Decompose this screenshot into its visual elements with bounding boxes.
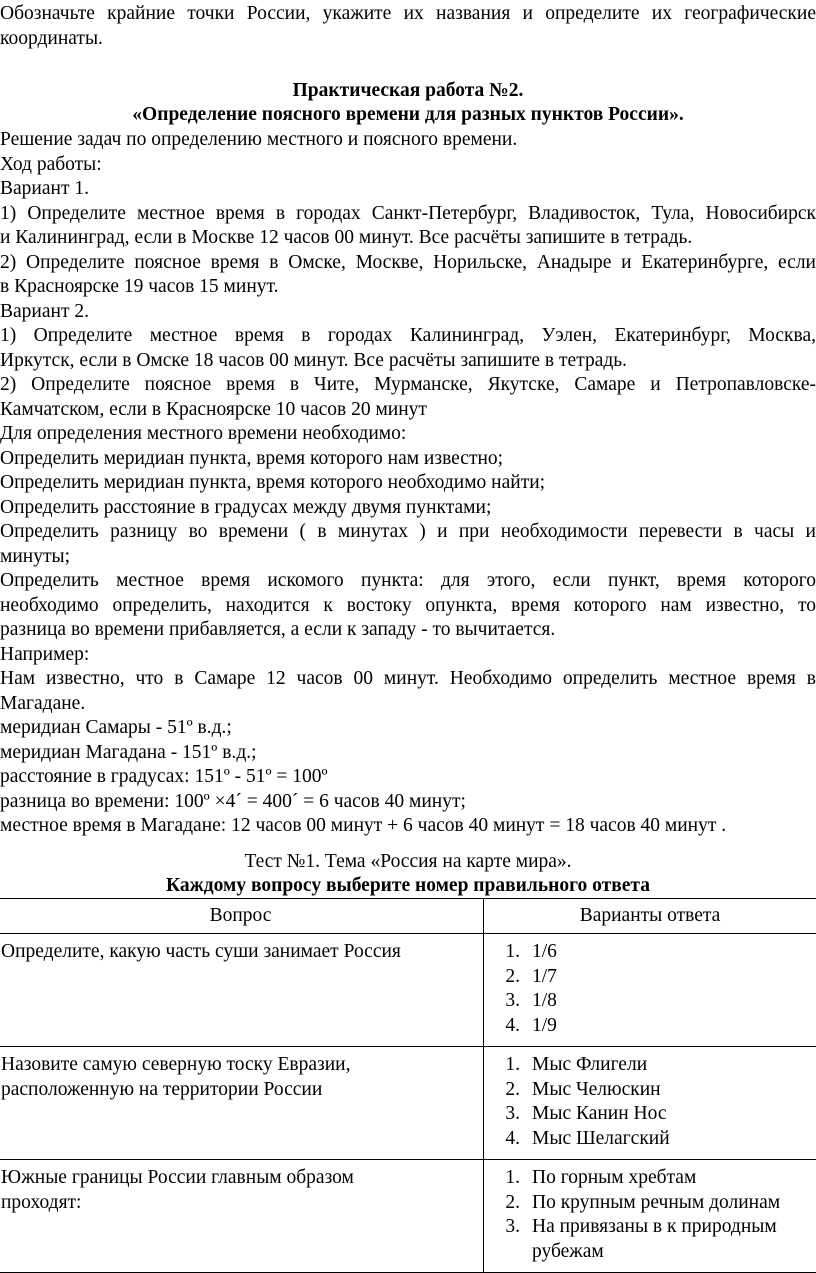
option-number: 3. — [484, 989, 532, 1014]
option-text: Мыс Шелагский — [532, 1127, 816, 1152]
body-line: разница во времени прибавляется, а если к западу - то вычитается. — [0, 618, 816, 643]
answer-option — [484, 1127, 816, 1152]
question-text: расположенную на территории России — [1, 1078, 483, 1103]
body-line: Например: — [0, 643, 816, 668]
option-number: 1. — [484, 1166, 532, 1191]
body-line: Решение задач по определению местного и поясного времени. — [0, 128, 816, 153]
body-line: и Калининград, если в Москве 12 часов 00 минут. Все расчёты запишите в тетрадь. — [0, 226, 816, 251]
option-text: Мыс Челюскин — [532, 1078, 816, 1103]
body-line: Магадане. — [0, 692, 816, 717]
intro-line-1: Обозначьте крайние точки России, укажите их названия и определите их географические — [0, 2, 816, 27]
column-header-answers: Варианты ответа — [484, 899, 816, 934]
answer-option — [484, 1014, 816, 1039]
option-number: 2. — [484, 965, 532, 990]
body-line: разница во времени: 100º ×4´ = 400´ = 6 часов 40 минут; — [0, 790, 816, 815]
body-line: Определить меридиан пункта, время которого необходимо найти; — [0, 471, 816, 496]
body-line: в Красноярске 19 часов 15 минут. — [0, 275, 816, 300]
practical-subtitle: «Определение поясного времени для разных пунктов России». — [0, 103, 816, 128]
option-number: 2. — [484, 1078, 532, 1103]
table-row — [0, 1047, 816, 1160]
body-line: Для определения местного времени необходимо: — [0, 422, 816, 447]
body-line: Определить расстояние в градусах между двумя пунктами; — [0, 496, 816, 521]
answers-cell — [484, 934, 816, 1047]
body-line: 1) Определите местное время в городах Калининград, Уэлен, Екатеринбург, Москва, — [0, 324, 816, 349]
option-text: 1/9 — [532, 1014, 816, 1039]
option-number: 2. — [484, 1191, 532, 1216]
option-text: 1/7 — [532, 965, 816, 990]
body-line: необходимо определить, находится к востоку опункта, время которого нам известно, то — [0, 594, 816, 619]
option-text: 1/6 — [532, 940, 816, 965]
body-line: местное время в Магадане: 12 часов 00 минут + 6 часов 40 минут = 18 часов 40 минут . — [0, 814, 816, 839]
question-cell — [0, 934, 484, 1047]
option-text: 1/8 — [532, 989, 816, 1014]
body-line: Определить меридиан пункта, время которого нам известно; — [0, 447, 816, 472]
body-line: Определить разницу во времени ( в минутах ) и при необходимости перевести в часы и — [0, 520, 816, 545]
body-line: Нам известно, что в Самаре 12 часов 00 минут. Необходимо определить местное время в — [0, 667, 816, 692]
body-line: Иркутск, если в Омске 18 часов 00 минут. Все расчёты запишите в тетрадь. — [0, 349, 816, 374]
body-line: расстояние в градусах: 151º - 51º = 100º — [0, 765, 816, 790]
answer-list — [484, 940, 816, 1038]
column-header-question: Вопрос — [0, 899, 484, 934]
option-number: 3. — [484, 1102, 532, 1127]
table-row — [0, 1160, 816, 1273]
option-number: 1. — [484, 940, 532, 965]
question-text: Определите, какую часть суши занимает Россия — [1, 940, 483, 965]
body-line: меридиан Самары - 51º в.д.; — [0, 716, 816, 741]
answer-option — [484, 965, 816, 990]
answers-cell — [484, 1160, 816, 1273]
body-line: Камчатском, если в Красноярске 10 часов 20 минут — [0, 398, 816, 423]
option-text: На привязаны в к природным рубежам — [532, 1215, 816, 1264]
test-table — [0, 898, 816, 1273]
body-line: 2) Определите поясное время в Чите, Мурманске, Якутске, Самаре и Петропавловске- — [0, 373, 816, 398]
option-text: По крупным речным долинам — [532, 1191, 816, 1216]
test-title: Тест №1. Тема «Россия на карте мира». — [0, 850, 816, 875]
option-text: Мыс Флигели — [532, 1053, 816, 1078]
option-text: Мыс Канин Нос — [532, 1102, 816, 1127]
table-row — [0, 934, 816, 1047]
body-line: 2) Определите поясное время в Омске, Москве, Норильске, Анадыре и Екатеринбурге, если — [0, 251, 816, 276]
answer-list — [484, 1166, 816, 1264]
question-cell — [0, 1160, 484, 1273]
answers-cell — [484, 1047, 816, 1160]
table-header-row — [0, 899, 816, 934]
body-line: Определить местное время искомого пункта: для этого, если пункт, время которого — [0, 569, 816, 594]
answer-option — [484, 989, 816, 1014]
option-number: 1. — [484, 1053, 532, 1078]
answer-list — [484, 1053, 816, 1151]
question-text: Назовите самую северную тоску Евразии, — [1, 1053, 483, 1078]
option-number: 3. — [484, 1215, 532, 1264]
answer-option — [484, 1053, 816, 1078]
test-instruction: Каждому вопросу выберите номер правильного ответа — [0, 874, 816, 899]
body-line: Ход работы: — [0, 153, 816, 178]
intro-line-2: координаты. — [0, 27, 816, 52]
question-text: проходят: — [1, 1191, 483, 1216]
option-number: 4. — [484, 1014, 532, 1039]
question-text: Южные границы России главным образом — [1, 1166, 483, 1191]
body-line: минуты; — [0, 545, 816, 570]
answer-option — [484, 1078, 816, 1103]
body-line: меридиан Магадана - 151º в.д.; — [0, 741, 816, 766]
body-line: 1) Определите местное время в городах Санкт-Петербург, Владивосток, Тула, Новосибирск — [0, 202, 816, 227]
answer-option — [484, 940, 816, 965]
option-number: 4. — [484, 1127, 532, 1152]
answer-option — [484, 1191, 816, 1216]
body-line: Вариант 2. — [0, 300, 816, 325]
body-line: Вариант 1. — [0, 177, 816, 202]
answer-option — [484, 1102, 816, 1127]
question-cell — [0, 1047, 484, 1160]
answer-option — [484, 1215, 816, 1264]
answer-option — [484, 1166, 816, 1191]
option-text: По горным хребтам — [532, 1166, 816, 1191]
practical-title: Практическая работа №2. — [0, 79, 816, 104]
